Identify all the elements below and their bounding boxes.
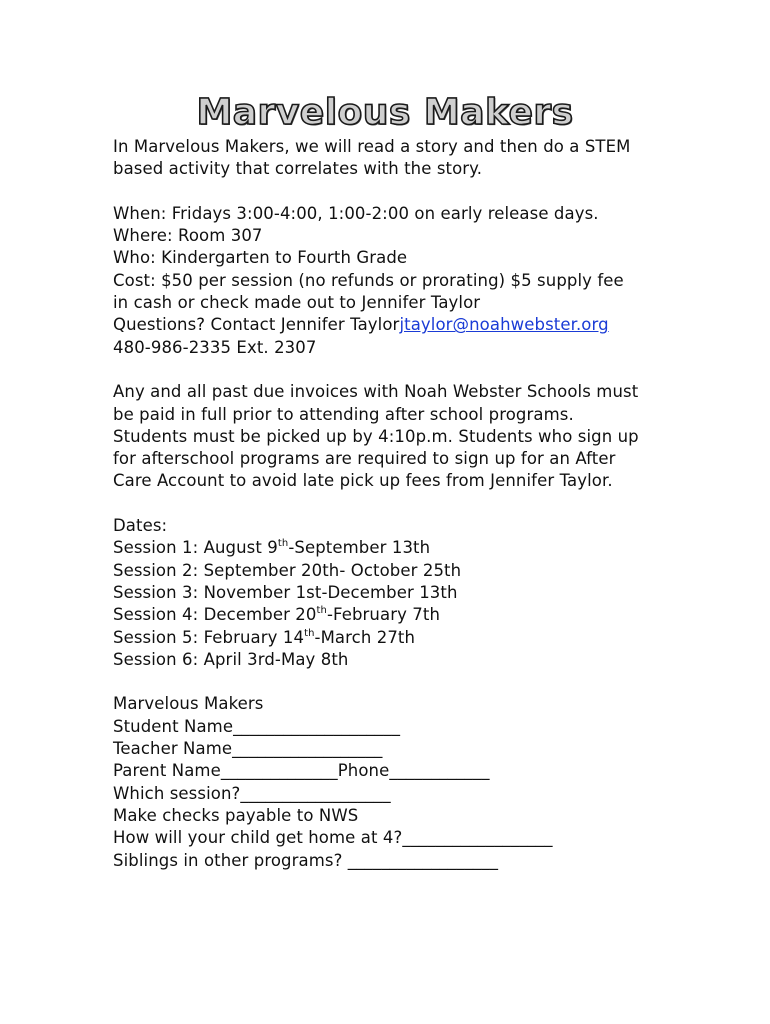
intro-paragraph (113, 136, 673, 181)
parent-phone-field: Parent Name______________Phone____________ (113, 761, 490, 781)
cost-line: Cost: $50 per session (no refunds or prorating) $5 supply fee (113, 270, 624, 290)
session-1-end: -September 13th (288, 538, 431, 558)
where-line: Where: Room 307 (113, 226, 263, 246)
cost-line-continued: in cash or check made out to Jennifer Taylor (113, 293, 481, 313)
policy-line: Any and all past due invoices with Noah Webster Schools must (113, 382, 639, 402)
session-3: Session 3: November 1st-December 13th (113, 582, 458, 602)
policy-line: Students must be picked up by 4:10p.m. Students who sign up (113, 426, 639, 446)
form-title: Marvelous Makers (113, 694, 264, 714)
session-field: Which session?__________________ (113, 783, 391, 803)
phone-line: 480-986-2335 Ext. 2307 (113, 337, 317, 357)
dates-section (113, 515, 673, 671)
session-4-start: Session 4: December 20 (113, 605, 317, 625)
program-details (113, 203, 673, 359)
ordinal-suffix: th (316, 605, 327, 617)
session-5-end: -March 27th (314, 627, 416, 647)
payment-note: Make checks payable to NWS (113, 805, 359, 825)
flyer-body (113, 136, 673, 872)
signup-form (113, 693, 673, 871)
session-4 (113, 604, 673, 626)
session-4-end: -February 7th (326, 605, 441, 625)
email-link[interactable]: jtaylor@noahwebster.org (399, 315, 609, 335)
policy-line: for afterschool programs are required to sign up for an After (113, 449, 616, 469)
policy-paragraph (113, 381, 673, 492)
session-6: Session 6: April 3rd-May 8th (113, 649, 349, 669)
policy-line: Care Account to avoid late pick up fees from Jennifer Taylor. (113, 471, 613, 491)
policy-line: be paid in full prior to attending after school programs. (113, 404, 574, 424)
session-1 (113, 537, 673, 559)
student-name-field: Student Name____________________ (113, 716, 401, 736)
when-line: When: Fridays 3:00-4:00, 1:00-2:00 on early release days. (113, 203, 599, 223)
questions-label: Questions? Contact Jennifer Taylor (113, 315, 400, 335)
session-5 (113, 627, 673, 649)
pickup-field: How will your child get home at 4?__________________ (113, 828, 553, 848)
session-2: Session 2: September 20th- October 25th (113, 560, 462, 580)
who-line: Who: Kindergarten to Fourth Grade (113, 248, 408, 268)
page-title: Marvelous Makers (196, 92, 574, 133)
siblings-field: Siblings in other programs? __________________ (113, 850, 499, 870)
ordinal-suffix: th (277, 538, 289, 550)
ordinal-suffix: th (304, 627, 315, 639)
intro-line: In Marvelous Makers, we will read a story and then do a STEM (113, 137, 631, 156)
teacher-name-field: Teacher Name__________________ (113, 739, 383, 759)
questions-line (113, 314, 673, 336)
intro-line: based activity that correlates with the story. (113, 159, 483, 179)
dates-heading: Dates: (113, 516, 168, 536)
session-5-start: Session 5: February 14 (113, 627, 305, 647)
session-1-start: Session 1: August 9 (113, 538, 278, 558)
